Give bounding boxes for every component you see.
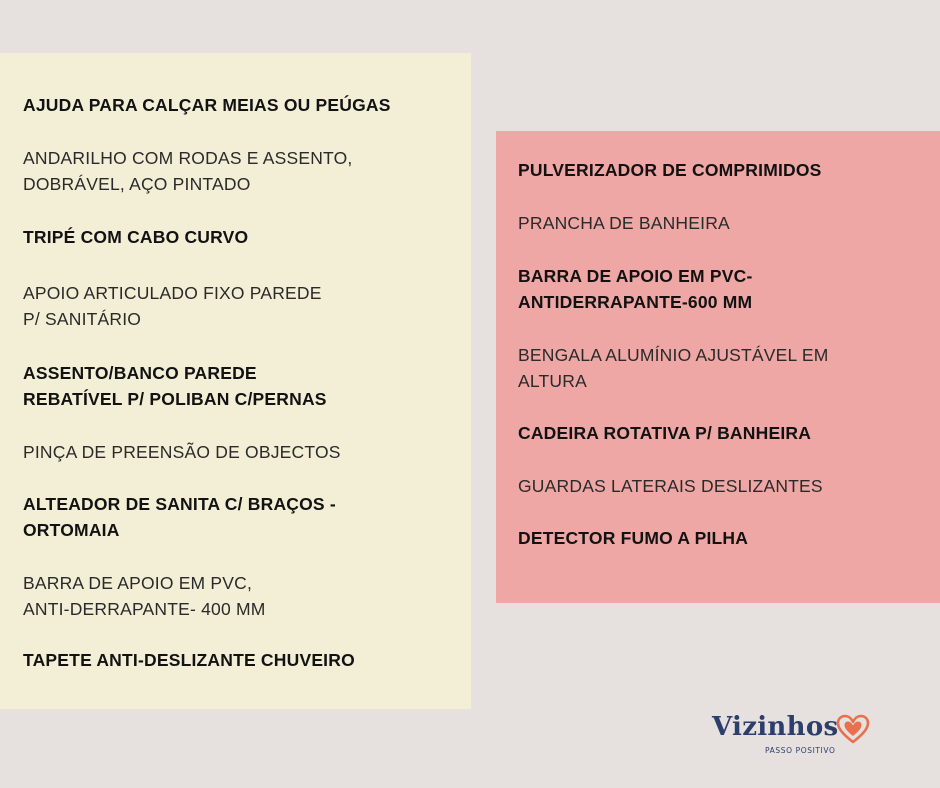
list-item: CADEIRA ROTATIVA P/ BANHEIRA (518, 423, 812, 443)
list-item: BARRA DE APOIO EM PVC- ANTIDERRAPANTE-600 MM (518, 266, 753, 312)
list-item: BARRA DE APOIO EM PVC, ANTI-DERRAPANTE- 400 MM (23, 573, 266, 619)
list-item: DETECTOR FUMO A PILHA (518, 528, 749, 548)
logo-wordmark: Vizinhos (712, 712, 839, 742)
list-item: PINÇA DE PREENSÃO DE OBJECTOS (23, 442, 341, 462)
list-item: ANDARILHO COM RODAS E ASSENTO, DOBRÁVEL, AÇO PINTADO (23, 148, 353, 194)
right-list-panel (496, 131, 940, 603)
list-item: GUARDAS LATERAIS DESLIZANTES (518, 476, 823, 496)
list-item: TRIPÉ COM CABO CURVO (23, 227, 249, 247)
logo-tagline: PASSO POSITIVO (765, 746, 836, 755)
left-list-panel (0, 53, 471, 709)
list-item: BENGALA ALUMÍNIO AJUSTÁVEL EM ALTURA (518, 345, 829, 391)
list-item: PRANCHA DE BANHEIRA (518, 213, 730, 233)
list-item: TAPETE ANTI-DESLIZANTE CHUVEIRO (23, 650, 355, 670)
list-item: PULVERIZADOR DE COMPRIMIDOS (518, 160, 822, 180)
list-item: AJUDA PARA CALÇAR MEIAS OU PEÚGAS (23, 95, 391, 115)
list-item: APOIO ARTICULADO FIXO PAREDE P/ SANITÁRIO (23, 283, 322, 329)
vizinhos-logo (712, 708, 882, 758)
list-item: ASSENTO/BANCO PAREDE REBATÍVEL P/ POLIBAN C/PERNAS (23, 363, 327, 409)
heart-icon (836, 714, 870, 744)
list-item: ALTEADOR DE SANITA C/ BRAÇOS - ORTOMAIA (23, 494, 336, 540)
